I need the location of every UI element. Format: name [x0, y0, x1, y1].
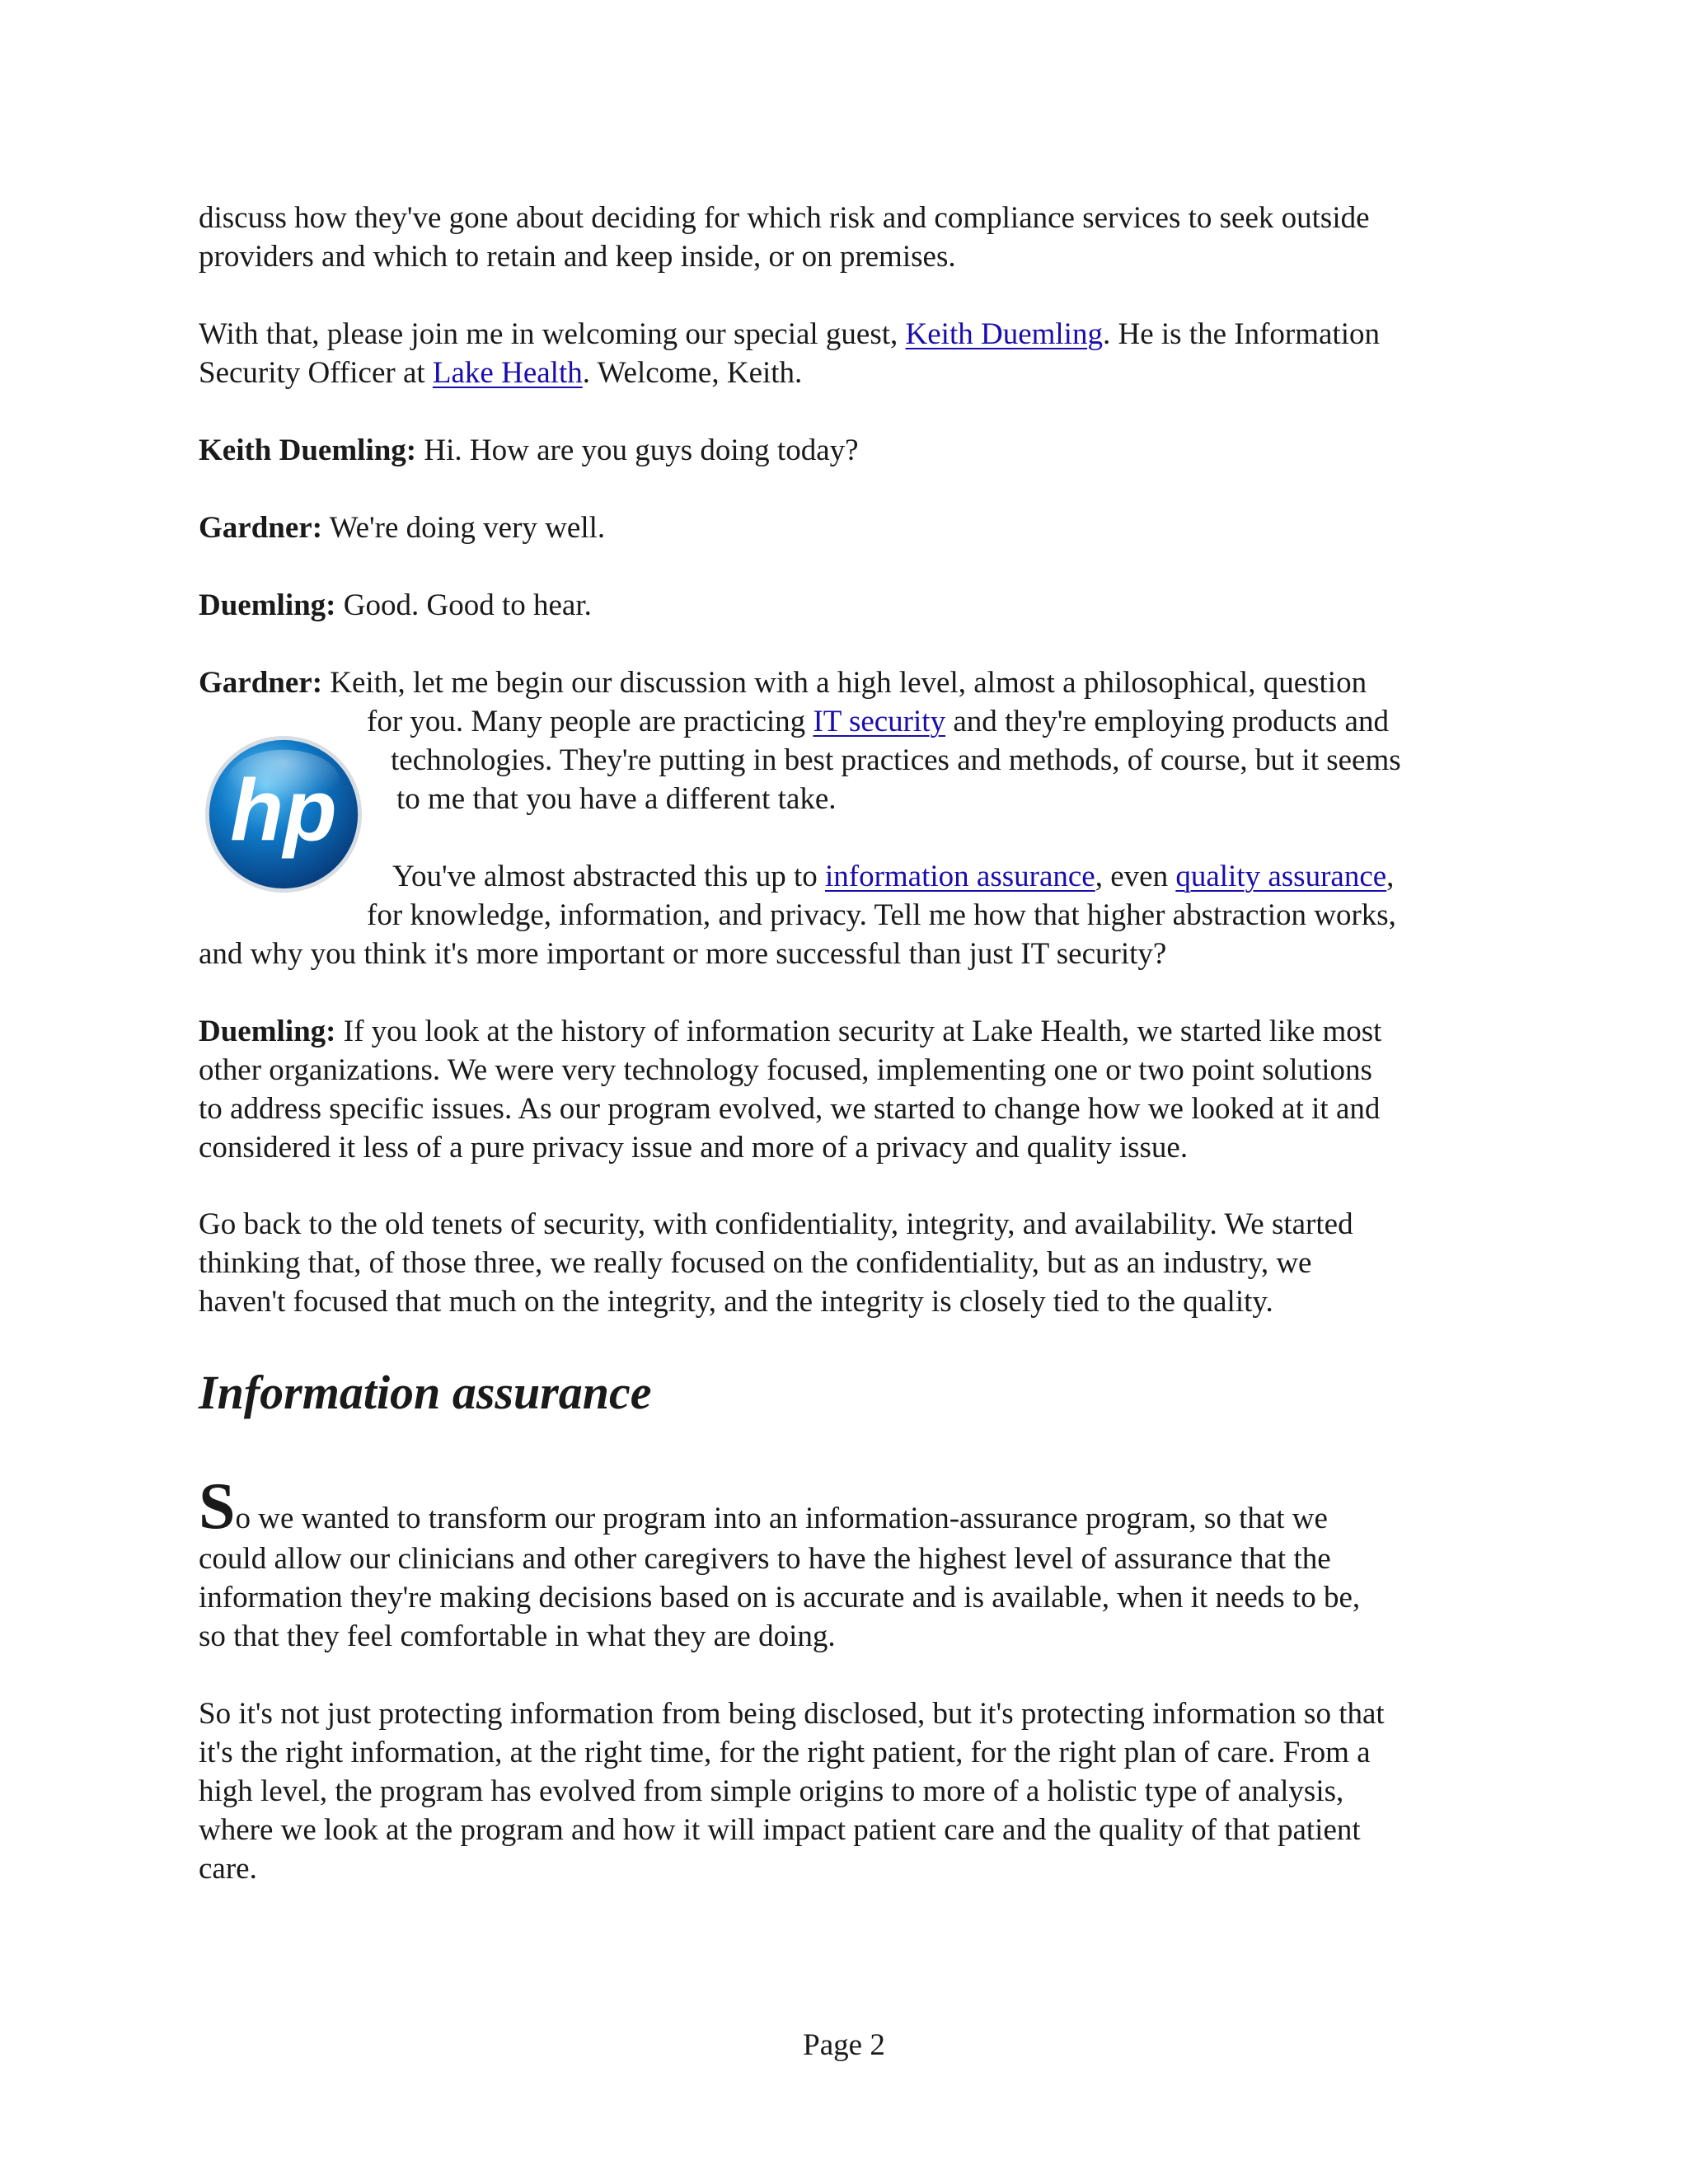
question-line-4: to me that you have a different take.	[396, 782, 837, 816]
question-line-5	[392, 857, 1394, 896]
drop-cap: S	[199, 1470, 236, 1543]
answer2-line-1: Go back to the old tenets of security, with confidentiality, integrity, and availability. We started	[199, 1207, 1353, 1241]
question-line-2	[367, 702, 1389, 741]
section2-line-2: it's the right information, at the right time, for the right patient, for the right plan of care. From a	[199, 1736, 1371, 1769]
exchange-2	[199, 509, 605, 547]
answer1-line-2: other organizations. We were very technology focused, implementing one or two point solutions	[199, 1053, 1372, 1087]
section2-line-5: care.	[199, 1852, 257, 1886]
answer1-line-1	[199, 1012, 1381, 1051]
keith-duemling-link[interactable]: Keith Duemling	[905, 317, 1103, 351]
speaker-name: Gardner:	[199, 511, 323, 545]
intro-line-1: discuss how they've gone about deciding for which risk and compliance services to seek outside	[199, 201, 1370, 235]
page-number: Page 2	[803, 2028, 885, 2062]
information-assurance-link[interactable]: information assurance	[824, 860, 1095, 893]
question-text-1: Keith, let me begin our discussion with a high level, almost a philosophical, question	[322, 666, 1367, 700]
exchange-3	[199, 586, 592, 625]
question-line-7: and why you think it's more important or more successful than just IT security?	[199, 937, 1167, 971]
question-line-3: technologies. They're putting in best practices and methods, of course, but it seems	[391, 743, 1401, 777]
section2-line-4: where we look at the program and how it will impact patient care and the quality of that patient	[199, 1813, 1361, 1847]
question-text-5a: You've almost abstracted this up to	[392, 860, 825, 893]
exchange-1	[199, 431, 859, 470]
hp-logo-text: hp	[230, 762, 337, 860]
section2-line-1: So it's not just protecting information from being disclosed, but it's protecting information so that	[199, 1697, 1385, 1731]
answer2-line-2: thinking that, of those three, we really focused on the confidentiality, but as an industry, we	[199, 1246, 1312, 1280]
section1-text-1: o we wanted to transform our program into an information-assurance program, so that we	[235, 1502, 1328, 1535]
question-text-5b: , even	[1095, 860, 1176, 893]
welcome-text-1: With that, please join me in welcoming our special guest,	[199, 317, 906, 351]
quality-assurance-link[interactable]: quality assurance	[1175, 860, 1387, 893]
section2-line-3: high level, the program has evolved from simple origins to more of a holistic type of analysis,	[199, 1774, 1344, 1808]
answer2-line-3: haven't focused that much on the integrity, and the integrity is closely tied to the quality.	[199, 1285, 1273, 1319]
section1-line-4: so that they feel comfortable in what they are doing.	[199, 1619, 836, 1653]
question-text-2a: for you. Many people are practicing	[367, 705, 814, 738]
speaker-name: Duemling:	[199, 588, 336, 622]
welcome-text-3: Security Officer at	[199, 356, 433, 390]
welcome-text-4: . Welcome, Keith.	[582, 356, 803, 390]
speaker-name: Gardner:	[199, 666, 323, 700]
welcome-text-2: . He is the Information	[1102, 317, 1380, 351]
exchange-text: We're doing very well.	[322, 511, 606, 545]
section1-line-1	[199, 1470, 1328, 1543]
exchange-text: Hi. How are you guys doing today?	[416, 434, 859, 467]
question-line-1	[199, 663, 1367, 702]
speaker-name: Keith Duemling:	[199, 434, 417, 467]
answer1-line-4: considered it less of a pure privacy issue and more of a privacy and quality issue.	[199, 1131, 1189, 1165]
it-security-link[interactable]: IT security	[813, 705, 946, 738]
section1-line-3: information they're making decisions based on is accurate and is available, when it needs to be,	[199, 1581, 1361, 1615]
exchange-text: Good. Good to hear.	[335, 588, 592, 622]
answer1-line-3: to address specific issues. As our program evolved, we started to change how we looked at it and	[199, 1092, 1381, 1126]
lake-health-link[interactable]: Lake Health	[432, 356, 583, 390]
question-text-5c: ,	[1386, 860, 1395, 893]
speaker-name: Duemling:	[199, 1015, 336, 1048]
question-text-2b: and they're employing products and	[945, 705, 1389, 738]
question-line-6: for knowledge, information, and privacy. Tell me how that higher abstraction works,	[367, 898, 1396, 932]
welcome-line-2	[199, 354, 802, 392]
intro-line-2: providers and which to retain and keep inside, or on premises.	[199, 240, 956, 274]
welcome-line-1	[199, 315, 1380, 354]
section1-line-2: could allow our clinicians and other caregivers to have the highest level of assurance that the	[199, 1542, 1331, 1576]
section-heading: Information assurance	[199, 1366, 652, 1419]
hp-logo-icon	[203, 733, 364, 895]
answer1-text-1: If you look at the history of information security at Lake Health, we started like most	[335, 1015, 1382, 1048]
